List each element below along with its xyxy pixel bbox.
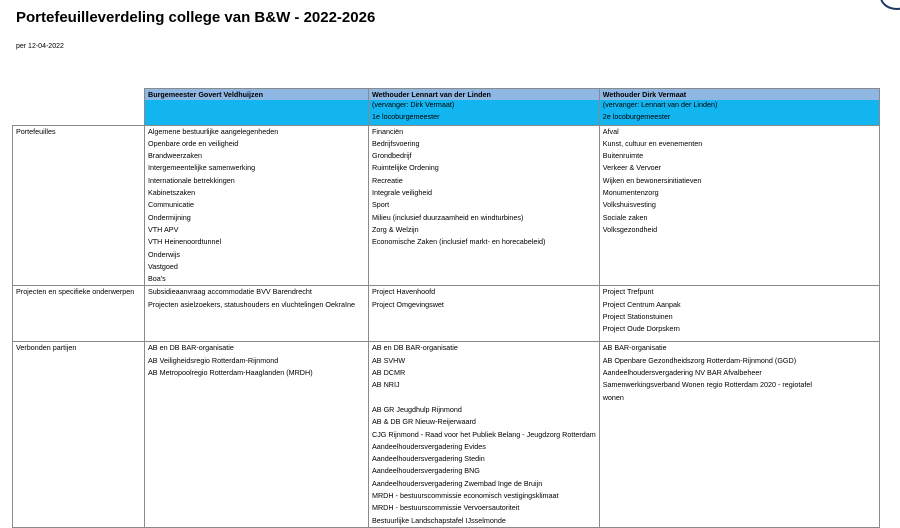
column-sub-wethouder-van-der-linden: [369, 100, 600, 125]
list-item: Grondbedrijf: [372, 151, 412, 161]
list-item: Kunst, cultuur en evenementen: [602, 138, 703, 148]
list-item: Verkeer & Vervoer: [602, 163, 662, 173]
list-item: Aandeelhoudersvergadering Stedin: [372, 454, 485, 464]
list-item: Buitenruimte: [602, 151, 644, 161]
document-date: per 12-04-2022: [16, 43, 64, 50]
list-item: Wijken en bewonersinitiatieven: [602, 175, 702, 185]
substitute-text: (vervanger: Dirk Vermaat): [372, 100, 455, 109]
list-item: Project Stationstuinen: [602, 312, 673, 322]
list-item: Intergemeentelijke samenwerking: [148, 163, 256, 173]
list-item: Monumentenzorg: [602, 188, 659, 198]
row-portefeuilles: [13, 125, 880, 286]
list-item: Openbare orde en veiligheid: [148, 138, 239, 148]
list-item: AB Veiligheidsregio Rotterdam-Rijnmond: [148, 355, 279, 365]
list-item: CJG Rijnmond - Raad voor het Publiek Belang - Jeugdzorg Rotterdam: [372, 429, 596, 439]
list-item: Communicatie: [148, 200, 194, 210]
list-item: Bestuurlijke Landschapstafel IJsselmonde: [372, 515, 506, 525]
list-item: Project Havenhoofd: [372, 287, 436, 297]
logo-mark-icon: [880, 0, 900, 10]
list-item: Vastgoed: [148, 261, 178, 271]
list-item: Ruimtelijke Ordening: [372, 163, 439, 173]
list-item: Integrale veiligheid: [372, 188, 432, 198]
cell-list: [369, 286, 600, 342]
header-row: [13, 89, 880, 101]
list-item: AB en DB BAR-organisatie: [148, 343, 234, 353]
column-sub-burgemeester: [145, 100, 369, 125]
portfolio-table: [12, 88, 880, 528]
list-item: Project Omgevingswet: [372, 299, 444, 309]
row-label: Verbonden partijen: [13, 342, 145, 527]
list-item: Project Centrum Aanpak: [602, 299, 681, 309]
row-label: Projecten en specifieke onderwerpen: [13, 286, 145, 342]
list-item: Sociale zaken: [602, 212, 648, 222]
list-item: Boa's: [148, 274, 166, 284]
list-item: AB en DB BAR-organisatie: [372, 343, 458, 353]
cell-list: [599, 125, 879, 286]
list-item: Aandeelhoudersvergadering Evides: [372, 441, 486, 451]
list-item: Afval: [602, 126, 619, 136]
list-item: VTH Heinenoordtunnel: [148, 237, 222, 247]
header-empty-cell: [13, 89, 145, 101]
list-item: Aandeelhoudersvergadering NV BAR Afvalbeheer: [602, 368, 762, 378]
list-item: Bedrijfsvoering: [372, 138, 420, 148]
list-item: AB BAR-organisatie: [602, 343, 667, 353]
list-item: AB & DB GR Nieuw-Reijerwaard: [372, 417, 476, 427]
list-item: Recreatie: [372, 175, 403, 185]
row-label: Portefeuilles: [13, 125, 145, 286]
list-item: Milieu (inclusief duurzaamheid en windturbines): [372, 212, 524, 222]
list-item: MRDH - bestuurscommissie economisch vestigingsklimaat: [372, 491, 559, 501]
document-title: Portefeuilleverdeling college van B&W - 2022-2026: [16, 9, 376, 26]
column-sub-wethouder-vermaat: [599, 100, 879, 125]
list-item: Financiën: [372, 126, 404, 136]
list-item: Algemene bestuurlijke aangelegenheden: [148, 126, 279, 136]
list-item: Samenwerkingsverband Wonen regio Rotterdam 2020 - regiotafel: [602, 380, 812, 390]
list-item: Internationale betrekkingen: [148, 175, 235, 185]
list-item: Projecten asielzoekers, statushouders en vluchtelingen Oekraïne: [148, 299, 355, 309]
list-item: Volkshuisvesting: [602, 200, 656, 210]
cell-list: [599, 286, 879, 342]
list-item: [372, 392, 596, 404]
list-item: AB DCMR: [372, 368, 406, 378]
substitute-text: (vervanger: Lennart van der Linden): [602, 100, 718, 109]
header-sub-row: [13, 100, 880, 125]
cell-list: [145, 286, 369, 342]
list-item: Kabinetszaken: [148, 188, 196, 198]
sub-empty-cell: [13, 100, 145, 125]
list-item: Onderwijs: [148, 249, 180, 259]
list-item: VTH APV: [148, 224, 179, 234]
list-item: Aandeelhoudersvergadering BNG: [372, 466, 480, 476]
list-item: AB Metropoolregio Rotterdam-Haaglanden (MRDH): [148, 368, 313, 378]
list-item: Project Trefpunt: [602, 287, 654, 297]
list-item: Brandweerzaken: [148, 151, 202, 161]
list-item: Sport: [372, 200, 390, 210]
list-item: Aandeelhoudersvergadering Zwembad Inge de Bruijn: [372, 478, 543, 488]
row-projecten: [13, 286, 880, 342]
column-header-wethouder-vermaat: Wethouder Dirk Vermaat: [599, 89, 879, 101]
list-item: Volksgezondheid: [602, 224, 658, 234]
list-item: Economische Zaken (inclusief markt- en horecabeleid): [372, 237, 546, 247]
deputy-rank-text: 2e locoburgemeester: [602, 112, 671, 122]
column-header-wethouder-van-der-linden: Wethouder Lennart van der Linden: [369, 89, 600, 101]
column-header-burgemeester: Burgemeester Govert Veldhuijzen: [145, 89, 369, 101]
deputy-rank-text: 1e locoburgemeester: [372, 112, 440, 122]
list-item: Subsidieaanvraag accommodatie BVV Barendrecht: [148, 287, 312, 297]
cell-list: [145, 125, 369, 286]
list-item: MRDH - bestuurscommissie Vervoersautoriteit: [372, 503, 520, 513]
list-item: Ondermijning: [148, 212, 191, 222]
list-item: wonen: [602, 392, 624, 402]
list-item: AB GR Jeugdhulp Rijnmond: [372, 404, 462, 414]
list-item: AB Openbare Gezondheidszorg Rotterdam-Rijnmond (GGD): [602, 355, 797, 365]
list-item: Project Oude Dorpskern: [602, 324, 680, 334]
cell-list: [369, 125, 600, 286]
list-item: AB SVHW: [372, 355, 406, 365]
list-item: AB NRIJ: [372, 380, 400, 390]
list-item: Zorg & Welzijn: [372, 224, 419, 234]
